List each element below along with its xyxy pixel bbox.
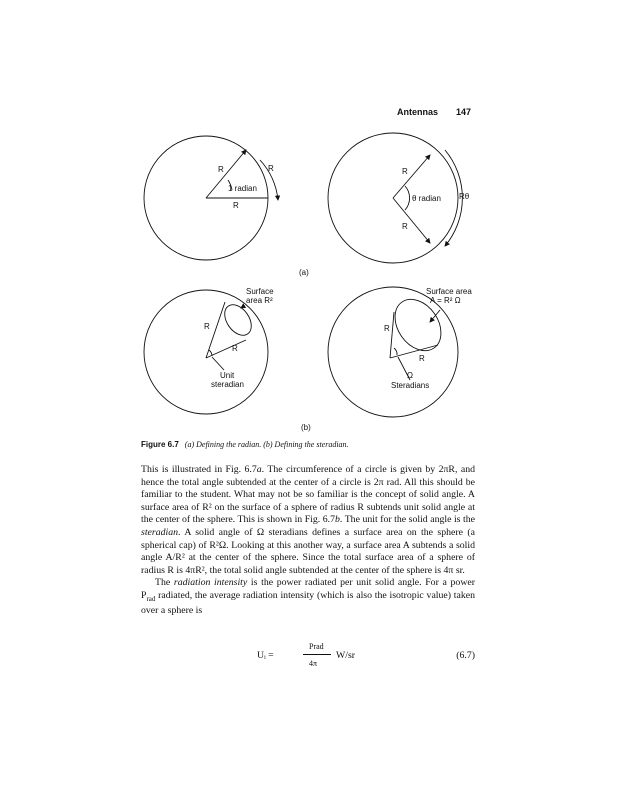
p1-run-0: This is illustrated in Fig. 6.7 bbox=[141, 464, 257, 475]
label-b-left-surface-2: area R² bbox=[246, 296, 273, 305]
equation-unit: W/sr bbox=[336, 650, 356, 661]
fraction-bar bbox=[303, 654, 331, 655]
label-a-right-base: R bbox=[402, 222, 408, 231]
figure-caption bbox=[141, 440, 349, 449]
running-head-title: Antennas bbox=[397, 107, 439, 117]
body-text bbox=[141, 464, 475, 618]
p2-run-0: The bbox=[155, 577, 174, 589]
label-a-left-angle: 1 radian bbox=[228, 184, 257, 193]
figure-caption-text: (a) Defining the radian. (b) Defining the steradian. bbox=[184, 440, 349, 449]
label-a-left-arc: R bbox=[268, 164, 274, 173]
panel-a-label: (a) bbox=[299, 268, 309, 277]
p1-run-4: . The unit for the solid angle is the bbox=[339, 514, 475, 526]
label-b-right-surface-2: A = R² Ω bbox=[430, 296, 461, 305]
label-b-right-omega: Ω bbox=[407, 371, 413, 380]
label-b-left-side: R bbox=[232, 344, 238, 353]
paragraph-2 bbox=[141, 577, 475, 618]
p1-run-2: . The circumference of a circle is given by 2πR, and hence the total angle subtended at the center of a circle is 2π rad. All this should be familiar to the student. What may not be so familiar is the concept of solid angle. A surface area of R² on the surface of a sphere of radius R subtends unit solid angle at the center of the sphere. This is shown in Fig. 6.7 bbox=[141, 464, 476, 526]
p2-run-1: radiation intensity bbox=[173, 577, 248, 589]
label-a-left-radius: R bbox=[218, 165, 224, 174]
label-a-right-arc: Rθ bbox=[459, 192, 470, 201]
p2-run-3: rad bbox=[146, 594, 156, 603]
label-b-left-surface-1: Surface bbox=[246, 287, 274, 296]
sphere-b-left bbox=[144, 290, 268, 414]
page-number: 147 bbox=[456, 107, 472, 117]
label-a-left-base: R bbox=[233, 201, 239, 210]
label-b-left-unit-1: Unit bbox=[220, 371, 235, 380]
label-b-left-slant: R bbox=[204, 322, 210, 331]
label-b-right-side: R bbox=[419, 354, 425, 363]
p2-run-4: radiated, the average radiation intensity (which is also the isotropic value) taken over a sphere is bbox=[141, 589, 475, 617]
label-b-left-unit-2: steradian bbox=[211, 380, 244, 389]
label-a-right-radius: R bbox=[402, 167, 408, 176]
figure-label: Figure 6.7 bbox=[141, 440, 179, 449]
equation-numerator: Prad bbox=[309, 642, 324, 651]
p1-run-3: b bbox=[335, 514, 340, 526]
equation-number: (6.7) bbox=[456, 650, 475, 661]
sphere-b-right bbox=[328, 287, 458, 417]
equation-denominator: 4π bbox=[309, 659, 318, 668]
p1-run-5: steradian bbox=[141, 526, 179, 538]
p1-run-6: . A solid angle of Ω steradians defines a surface area on the sphere (a spherical cap) of R²Ω. Looking at this another way, a surface area A subtends a solid angle A/R² at the center of the sphere. Since the total surface area of a sphere of radius R is 4πR², the total solid angle subtended at the center of the sphere is 4π sr. bbox=[141, 526, 475, 576]
p1-run-1: a bbox=[256, 464, 262, 475]
label-b-right-surface-1: Surface area bbox=[426, 287, 472, 296]
p2-run-2: is the power radiated per unit solid angle. For a power P bbox=[141, 577, 475, 601]
equation-lhs: Uᵢ = bbox=[257, 650, 274, 661]
label-b-right-slant: R bbox=[384, 324, 390, 333]
equation-6-7 bbox=[141, 640, 475, 670]
panel-b-label: (b) bbox=[301, 423, 311, 432]
label-a-right-angle: θ radian bbox=[412, 194, 441, 203]
paragraph-1 bbox=[141, 464, 475, 577]
label-b-right-steradians: Steradians bbox=[391, 381, 430, 390]
